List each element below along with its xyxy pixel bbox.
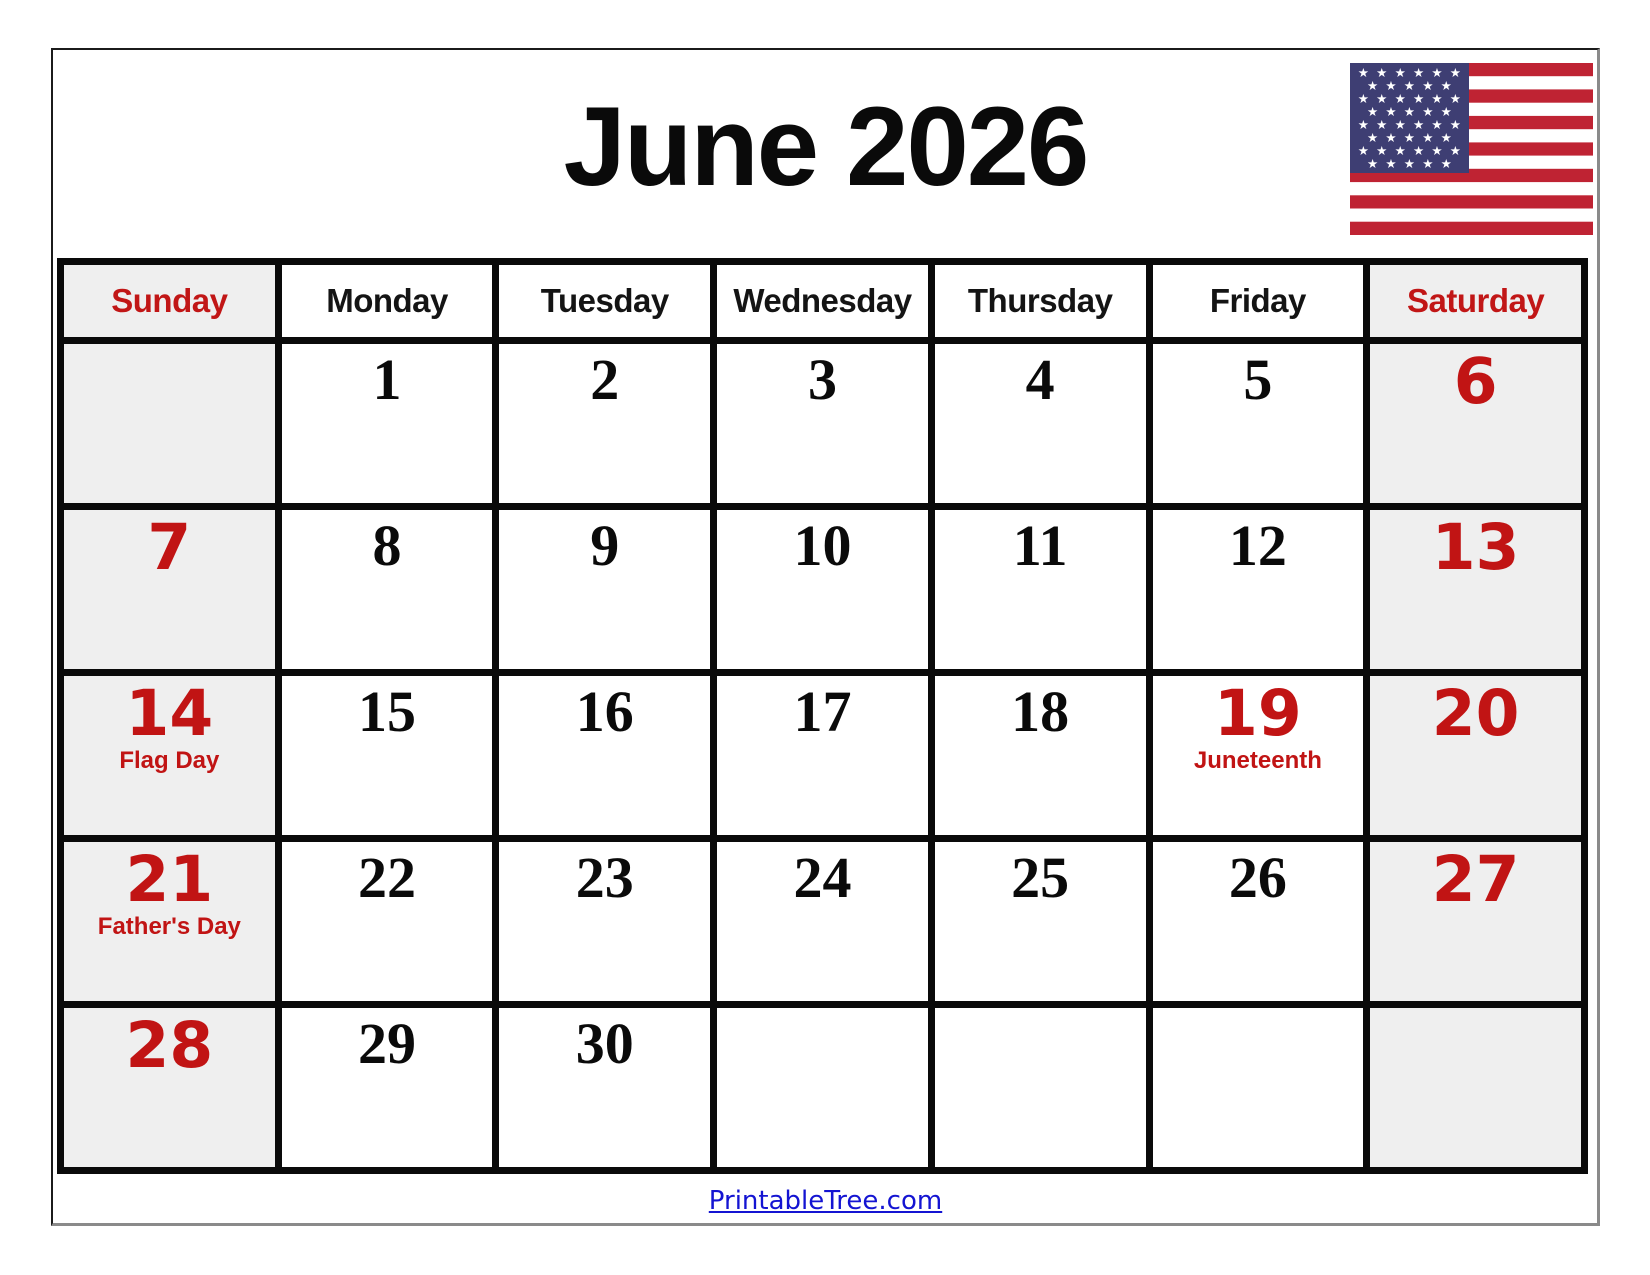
day-number: 25 [1011, 845, 1070, 910]
day-cell-26 [1149, 839, 1367, 1005]
day-cell-16 [496, 673, 714, 839]
day-number: 10 [793, 513, 852, 578]
week-row-1 [61, 341, 1585, 507]
day-number: 26 [1228, 845, 1287, 910]
week-row-5 [61, 1005, 1585, 1171]
svg-text:★★★★★: ★★★★★ [1366, 156, 1460, 171]
day-number: 13 [1431, 511, 1520, 584]
day-cell-13 [1367, 507, 1585, 673]
empty-cell [1149, 1005, 1367, 1171]
day-number: 18 [1011, 679, 1070, 744]
day-number: 2 [590, 347, 620, 412]
day-number: 20 [1431, 677, 1520, 750]
day-cell-19 [1149, 673, 1367, 839]
empty-cell [1367, 1005, 1585, 1171]
day-number: 21 [125, 843, 214, 916]
day-number: 16 [575, 679, 634, 744]
empty-cell [931, 1005, 1149, 1171]
day-cell-24 [714, 839, 932, 1005]
day-number: 22 [358, 845, 417, 910]
day-number: 19 [1214, 677, 1302, 750]
day-cell-2 [496, 341, 714, 507]
day-number: 29 [358, 1011, 417, 1076]
day-cell-7 [61, 507, 279, 673]
day-cell-15 [278, 673, 496, 839]
week-row-4 [61, 839, 1585, 1005]
day-cell-28 [61, 1005, 279, 1171]
day-number: 6 [1453, 345, 1498, 418]
svg-text:★★★★★★: ★★★★★★ [1357, 143, 1469, 158]
page-title: June 2026 [563, 84, 1088, 209]
day-cell-3 [714, 341, 932, 507]
day-number: 9 [590, 513, 620, 578]
day-number: 5 [1243, 347, 1273, 412]
week-row-3 [61, 673, 1585, 839]
day-cell-9 [496, 507, 714, 673]
day-cell-18 [931, 673, 1149, 839]
day-number: 8 [372, 513, 402, 578]
day-cell-12 [1149, 507, 1367, 673]
weekday-header-wednesday: Wednesday [714, 262, 932, 341]
day-cell-8 [278, 507, 496, 673]
day-cell-23 [496, 839, 714, 1005]
day-cell-30 [496, 1005, 714, 1171]
footer-link[interactable]: PrintableTree.com [708, 1186, 943, 1216]
flag-stars [1358, 65, 1468, 171]
day-cell-1 [278, 341, 496, 507]
day-number: 24 [793, 845, 852, 910]
day-number: 30 [575, 1011, 634, 1076]
day-number: 17 [793, 679, 852, 744]
page-footer [51, 1186, 1600, 1216]
us-flag-icon [1350, 63, 1593, 235]
weekday-header-sunday: Sunday [61, 262, 279, 341]
empty-cell [61, 341, 279, 507]
day-cell-11 [931, 507, 1149, 673]
day-cell-5 [1149, 341, 1367, 507]
day-cell-27 [1367, 839, 1585, 1005]
day-number: 15 [358, 679, 417, 744]
holiday-label-fathers-day: Father's Day [97, 913, 241, 940]
day-cell-17 [714, 673, 932, 839]
weekday-header-friday: Friday [1149, 262, 1367, 341]
day-number: 4 [1025, 347, 1055, 412]
svg-text:★★★★★: ★★★★★ [1366, 104, 1460, 119]
day-cell-22 [278, 839, 496, 1005]
svg-text:★★★★★★: ★★★★★★ [1357, 91, 1469, 106]
holiday-label-juneteenth: Juneteenth [1193, 747, 1322, 774]
svg-text:★★★★★: ★★★★★ [1366, 78, 1460, 93]
day-cell-10 [714, 507, 932, 673]
holiday-label-flag-day: Flag Day [119, 747, 220, 774]
day-number: 7 [147, 511, 192, 584]
day-number: 23 [575, 845, 634, 910]
calendar-table [57, 258, 1588, 1174]
day-cell-25 [931, 839, 1149, 1005]
weekday-header-row [61, 262, 1585, 341]
empty-cell [714, 1005, 932, 1171]
weekday-header-saturday: Saturday [1367, 262, 1585, 341]
week-row-2 [61, 507, 1585, 673]
day-cell-29 [278, 1005, 496, 1171]
svg-text:★★★★★: ★★★★★ [1366, 130, 1460, 145]
svg-text:★★★★★★: ★★★★★★ [1357, 65, 1469, 80]
day-number: 27 [1431, 843, 1520, 916]
weekday-header-monday: Monday [278, 262, 496, 341]
weekday-header-thursday: Thursday [931, 262, 1149, 341]
day-cell-21 [61, 839, 279, 1005]
day-number: 1 [372, 347, 402, 412]
day-cell-14 [61, 673, 279, 839]
day-cell-6 [1367, 341, 1585, 507]
svg-text:★★★★★★: ★★★★★★ [1357, 117, 1469, 132]
weekday-header-tuesday: Tuesday [496, 262, 714, 341]
day-number: 11 [1012, 513, 1068, 578]
day-number: 14 [125, 677, 214, 750]
day-number: 12 [1228, 513, 1287, 578]
day-number: 3 [807, 347, 837, 412]
day-cell-20 [1367, 673, 1585, 839]
day-number: 28 [125, 1009, 214, 1082]
day-cell-4 [931, 341, 1149, 507]
